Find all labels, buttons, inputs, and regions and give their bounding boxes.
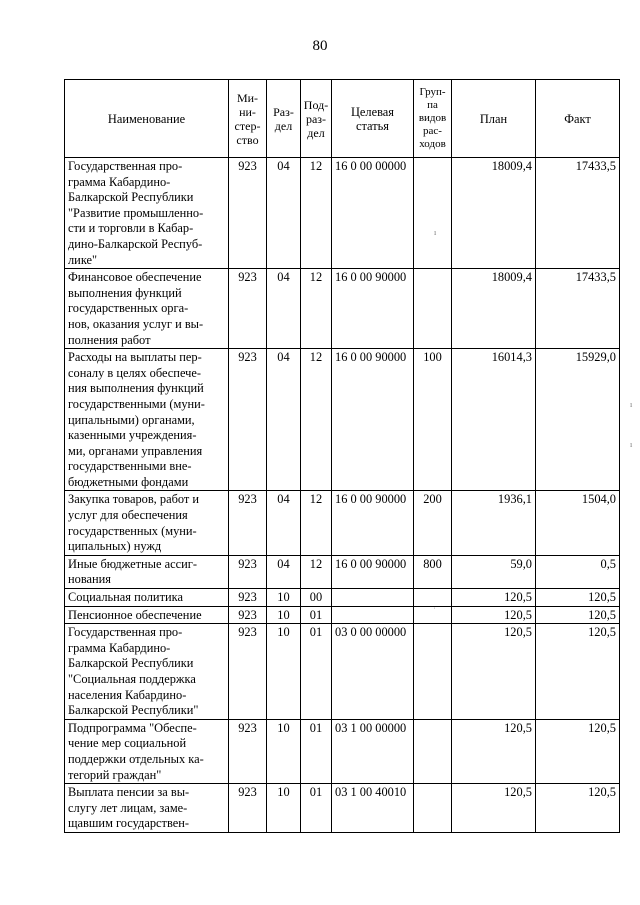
cell-group: 100	[414, 349, 452, 491]
cell-fact: 120,5	[536, 589, 620, 607]
header-ministry: Ми- ни- стер- ство	[229, 80, 267, 158]
table-row	[65, 589, 620, 607]
cell-group	[414, 269, 452, 349]
scan-speck: ı	[434, 228, 437, 237]
cell-ministry: 923	[229, 349, 267, 491]
cell-name: Закупка товаров, работ и услуг для обеспечения государственных (муни- ципальных) нужд	[65, 491, 229, 555]
cell-subsection: 01	[301, 624, 332, 720]
scan-speck: ˙	[433, 606, 436, 615]
cell-target: 16 0 00 90000	[332, 491, 414, 555]
cell-subsection: 12	[301, 269, 332, 349]
cell-subsection: 00	[301, 589, 332, 607]
cell-target	[332, 606, 414, 624]
cell-ministry: 923	[229, 624, 267, 720]
cell-ministry: 923	[229, 555, 267, 588]
cell-plan: 18009,4	[452, 158, 536, 269]
cell-section: 10	[267, 606, 301, 624]
cell-target: 03 1 00 40010	[332, 784, 414, 833]
scan-speck: ı	[630, 400, 633, 409]
cell-target: 16 0 00 90000	[332, 269, 414, 349]
cell-ministry: 923	[229, 784, 267, 833]
table-row	[65, 606, 620, 624]
cell-target: 03 1 00 00000	[332, 719, 414, 783]
header-plan: План	[452, 80, 536, 158]
table-header-row	[65, 80, 620, 158]
cell-plan: 120,5	[452, 784, 536, 833]
cell-group	[414, 719, 452, 783]
cell-plan: 18009,4	[452, 269, 536, 349]
cell-section: 04	[267, 349, 301, 491]
scan-speck: ı	[630, 440, 633, 449]
cell-ministry: 923	[229, 269, 267, 349]
cell-group	[414, 589, 452, 607]
cell-group	[414, 624, 452, 720]
cell-plan: 120,5	[452, 606, 536, 624]
cell-plan: 120,5	[452, 589, 536, 607]
cell-target: 16 0 00 90000	[332, 349, 414, 491]
cell-fact: 17433,5	[536, 269, 620, 349]
cell-ministry: 923	[229, 589, 267, 607]
cell-fact: 120,5	[536, 784, 620, 833]
cell-name: Выплата пенсии за вы- слугу лет лицам, заме- щавшим государствен-	[65, 784, 229, 833]
cell-target: 03 0 00 00000	[332, 624, 414, 720]
table-body	[65, 158, 620, 833]
table-row	[65, 269, 620, 349]
cell-group	[414, 784, 452, 833]
cell-plan: 16014,3	[452, 349, 536, 491]
cell-group	[414, 158, 452, 269]
table-row	[65, 784, 620, 833]
cell-name: Социальная политика	[65, 589, 229, 607]
cell-section: 10	[267, 784, 301, 833]
cell-subsection: 01	[301, 784, 332, 833]
cell-fact: 17433,5	[536, 158, 620, 269]
cell-fact: 120,5	[536, 624, 620, 720]
cell-section: 10	[267, 719, 301, 783]
cell-subsection: 12	[301, 555, 332, 588]
table-row	[65, 555, 620, 588]
cell-subsection: 12	[301, 158, 332, 269]
cell-name: Пенсионное обеспечение	[65, 606, 229, 624]
header-subsection: Под- раз- дел	[301, 80, 332, 158]
cell-group: 800	[414, 555, 452, 588]
cell-section: 04	[267, 269, 301, 349]
cell-name: Расходы на выплаты пер- соналу в целях обеспече- ния выполнения функций государственными (муни- ципальными) органами, казенными учреждения- ми, органами управления государственными вне- бюджетными фондами	[65, 349, 229, 491]
cell-plan: 59,0	[452, 555, 536, 588]
header-name: Наименование	[65, 80, 229, 158]
cell-target	[332, 589, 414, 607]
cell-section: 10	[267, 589, 301, 607]
cell-section: 10	[267, 624, 301, 720]
cell-name: Подпрограмма "Обеспе- чение мер социальной поддержки отдельных ка- тегорий граждан"	[65, 719, 229, 783]
cell-fact: 1504,0	[536, 491, 620, 555]
cell-fact: 15929,0	[536, 349, 620, 491]
table-row	[65, 349, 620, 491]
cell-ministry: 923	[229, 606, 267, 624]
cell-section: 04	[267, 158, 301, 269]
page-number: 80	[312, 38, 328, 54]
cell-fact: 120,5	[536, 719, 620, 783]
cell-subsection: 12	[301, 491, 332, 555]
cell-fact: 0,5	[536, 555, 620, 588]
cell-name: Государственная про- грамма Кабардино- Балкарской Республики "Развитие промышленно- сти и торговли в Кабар- дино-Балкарской Респуб- лике"	[65, 158, 229, 269]
table-row	[65, 491, 620, 555]
table-row	[65, 158, 620, 269]
cell-subsection: 12	[301, 349, 332, 491]
header-fact: Факт	[536, 80, 620, 158]
cell-ministry: 923	[229, 491, 267, 555]
cell-name: Иные бюджетные ассиг- нования	[65, 555, 229, 588]
cell-plan: 120,5	[452, 624, 536, 720]
table-row	[65, 719, 620, 783]
cell-section: 04	[267, 491, 301, 555]
cell-target: 16 0 00 00000	[332, 158, 414, 269]
cell-plan: 120,5	[452, 719, 536, 783]
budget-table	[64, 79, 620, 833]
table-row	[65, 624, 620, 720]
header-section: Раз- дел	[267, 80, 301, 158]
cell-ministry: 923	[229, 158, 267, 269]
cell-subsection: 01	[301, 606, 332, 624]
header-group: Груп- па видов рас- ходов	[414, 80, 452, 158]
cell-target: 16 0 00 90000	[332, 555, 414, 588]
cell-group: 200	[414, 491, 452, 555]
cell-subsection: 01	[301, 719, 332, 783]
cell-name: Финансовое обеспечение выполнения функций государственных орга- нов, оказания услуг и вы- полнения работ	[65, 269, 229, 349]
cell-plan: 1936,1	[452, 491, 536, 555]
cell-ministry: 923	[229, 719, 267, 783]
cell-name: Государственная про- грамма Кабардино- Балкарской Республики "Социальная поддержка населения Кабардино- Балкарской Республики"	[65, 624, 229, 720]
cell-fact: 120,5	[536, 606, 620, 624]
header-target: Целевая статья	[332, 80, 414, 158]
cell-section: 04	[267, 555, 301, 588]
